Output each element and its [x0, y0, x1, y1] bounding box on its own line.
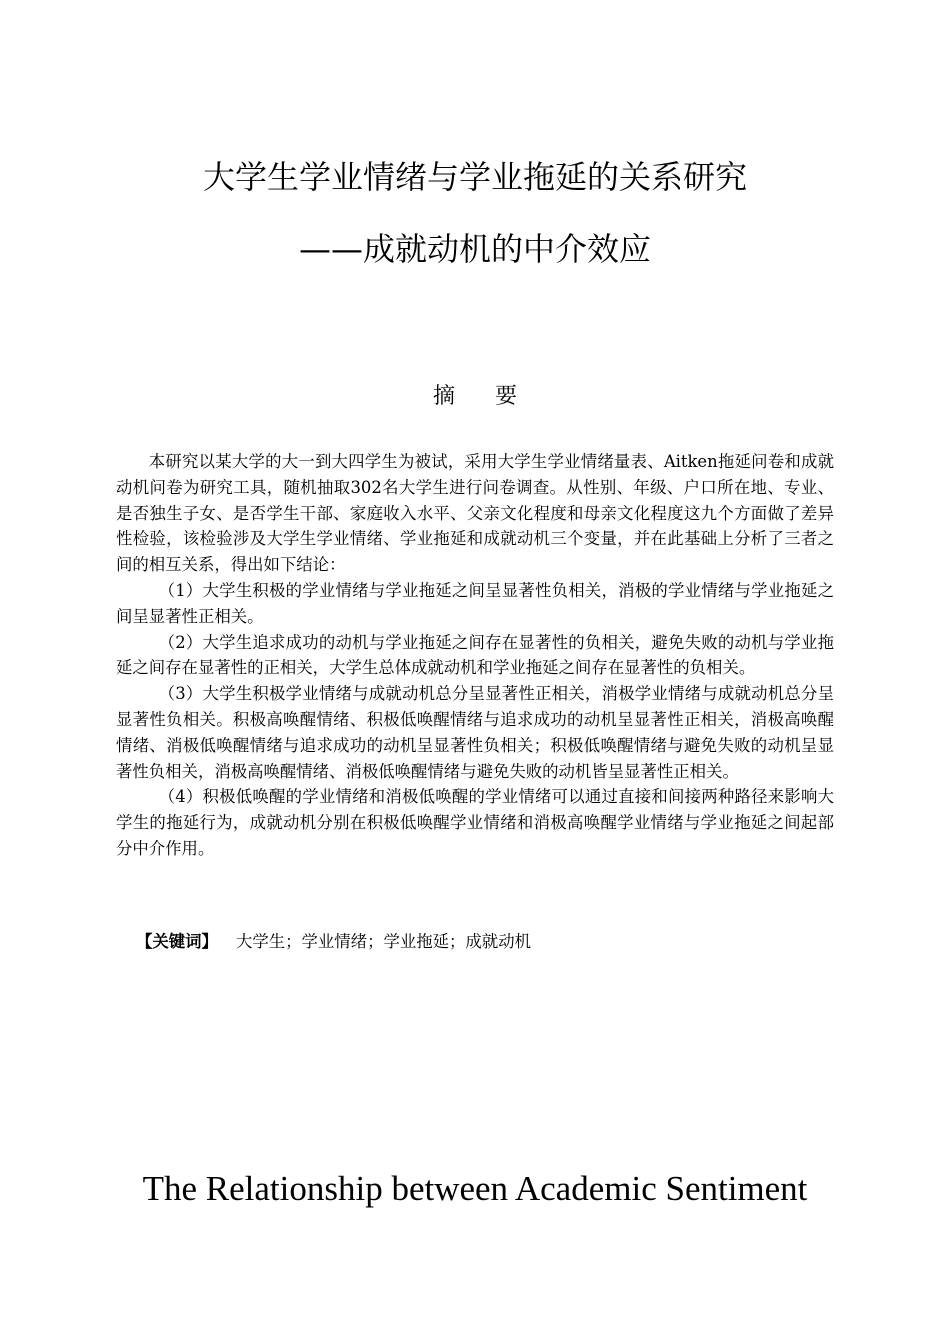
abstract-conclusion-2: （2）大学生追求成功的动机与学业拖延之间存在显著性的负相关，避免失败的动机与学业拖延之间存在显著性的正相关，大学生总体成就动机和学业拖延之间存在显著性的负相关。 [116, 632, 834, 678]
thesis-title: 大学生学业情绪与学业拖延的关系研究 [202, 158, 747, 196]
english-title: The Relationship between Academic Sentiment [142, 1169, 808, 1208]
abstract-conclusion-1: （1）大学生积极的学业情绪与学业拖延之间呈显著性负相关，消极的学业情绪与学业拖延之间呈显著性正相关。 [116, 580, 834, 626]
keywords-line [136, 929, 531, 955]
abstract-body [116, 449, 834, 862]
keywords-label: 【关键词】 [136, 932, 218, 951]
keywords-text: 大学生；学业情绪；学业拖延；成就动机 [235, 932, 531, 951]
abstract-paragraph-intro: 本研究以某大学的大一到大四学生为被试，采用大学生学业情绪量表、Aitken拖延问卷和成就动机问卷为研究工具，随机抽取302名大学生进行问卷调查。从性别、年级、户口所在地、专业、是否独生子女、是否学生干部、家庭收入水平、父亲文化程度和母亲文化程度这九个方面做了差异性检验，该检验涉及大学生学业情绪、学业拖延和成就动机三个变量，并在此基础上分析了三者之间的相互关系，得出如下结论： [116, 452, 834, 575]
abstract-heading: 摘要 [432, 384, 557, 409]
abstract-conclusion-4: （4）积极低唤醒的学业情绪和消极低唤醒的学业情绪可以通过直接和间接两种路径来影响大学生的拖延行为，成就动机分别在积极低唤醒学业情绪和消极高唤醒学业情绪与学业拖延之间起部分中介作用。 [116, 787, 834, 858]
abstract-conclusion-3: （3）大学生积极学业情绪与成就动机总分呈显著性正相关，消极学业情绪与成就动机总分呈显著性负相关。积极高唤醒情绪、积极低唤醒情绪与追求成功的动机呈显著性正相关，消极高唤醒情绪、消极低唤醒情绪与追求成功的动机呈显著性负相关；积极低唤醒情绪与避免失败的动机呈显著性负相关，消极高唤醒情绪、消极低唤醒情绪与避免失败的动机皆呈显著性正相关。 [116, 684, 834, 781]
thesis-subtitle: ——成就动机的中介效应 [298, 230, 651, 268]
